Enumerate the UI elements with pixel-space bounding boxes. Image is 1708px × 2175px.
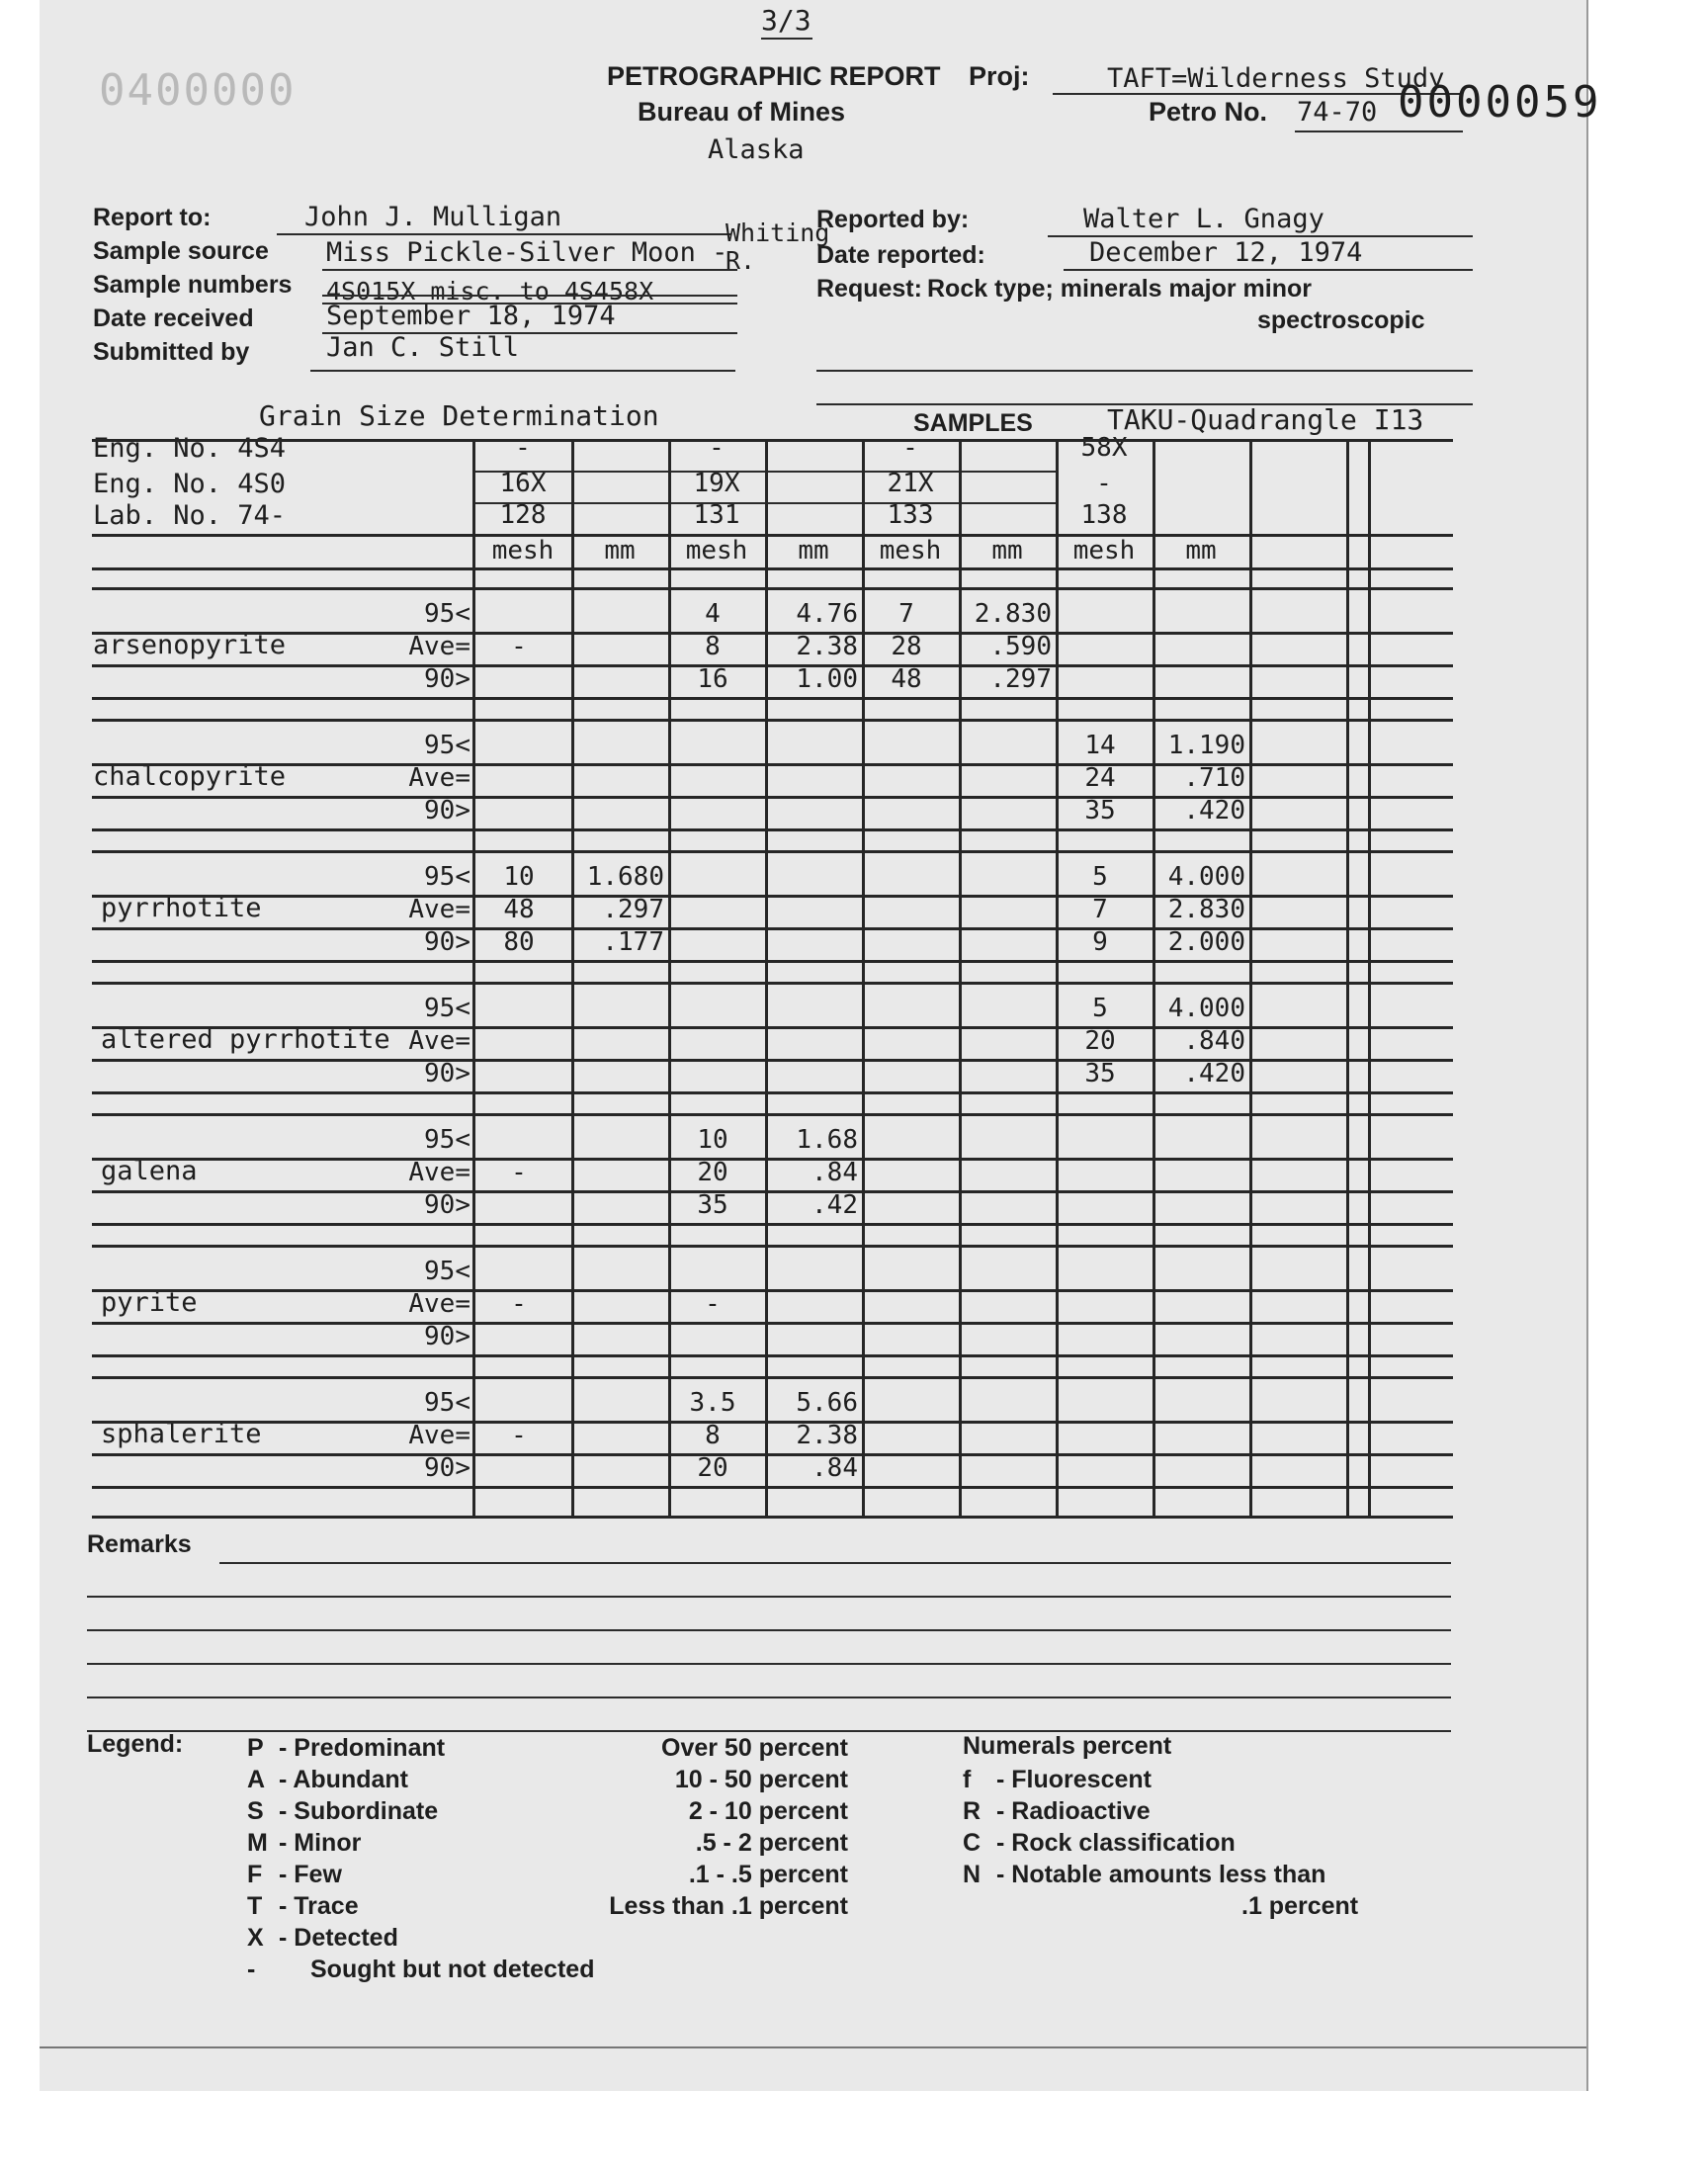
mesh-value-cell: 28	[891, 632, 922, 661]
sub-row-label: 95<	[424, 1125, 470, 1155]
legend-name: - Subordinate	[279, 1797, 439, 1825]
mesh-value-cell: 8	[705, 1421, 721, 1450]
sub-row-label: Ave=	[408, 1421, 470, 1450]
sub-row-label: 90>	[424, 927, 470, 957]
page-number: 3/3	[761, 4, 811, 37]
request-value: Rock type; minerals major minor	[927, 275, 1313, 303]
mm-value-cell: .177	[602, 927, 664, 957]
mesh-value-cell: 35	[1084, 796, 1116, 826]
unit-mesh-label: mesh	[1072, 536, 1136, 566]
mesh-value-cell: 8	[705, 632, 721, 661]
sample-header-cell: 138	[1080, 500, 1128, 530]
mm-value-cell: 4.000	[1167, 994, 1245, 1023]
mesh-value-cell: -	[511, 1421, 527, 1450]
mm-value-cell: .840	[1183, 1026, 1245, 1056]
sub-row-label: 90>	[424, 1453, 470, 1483]
legend-name: - Trace	[279, 1892, 359, 1920]
legend-code: A	[247, 1766, 266, 1793]
legend-right-code: N	[963, 1861, 982, 1888]
sample-source-label: Sample source	[93, 237, 269, 265]
mm-value-cell: 2.38	[796, 632, 858, 661]
mesh-value-cell: 5	[1092, 862, 1108, 892]
page-number-underline	[761, 38, 812, 40]
unit-mm-label: mm	[798, 536, 829, 566]
remarks-line-1	[219, 1562, 1451, 1564]
mm-value-cell: .420	[1183, 1059, 1245, 1088]
mm-value-cell: 4.76	[796, 599, 858, 629]
sub-row-label: 95<	[424, 731, 470, 760]
sub-row-label: 95<	[424, 1388, 470, 1418]
table-col-rule	[1346, 439, 1349, 1516]
date-reported-value: December 12, 1974	[1089, 237, 1363, 268]
sub-row-label: 90>	[424, 1190, 470, 1220]
remarks-line-2	[87, 1596, 1451, 1598]
mineral-name: sphalerite	[101, 1419, 262, 1449]
mesh-value-cell: 48	[891, 664, 922, 694]
mm-value-cell: 4.000	[1167, 862, 1245, 892]
mineral-name: galena	[101, 1156, 198, 1186]
unit-mm-label: mm	[604, 536, 636, 566]
sample-header-cell: -	[515, 433, 531, 463]
remarks-line-4	[87, 1663, 1451, 1665]
legend-right-name: - Radioactive	[996, 1797, 1151, 1825]
mineral-name: arsenopyrite	[93, 630, 287, 660]
mm-value-cell: 5.66	[796, 1388, 858, 1418]
proj-label: Proj:	[969, 61, 1030, 91]
legend-name: Sought but not detected	[310, 1956, 595, 1983]
document-number-stamp: 0000059	[1398, 77, 1602, 128]
sample-header-cell: 19X	[693, 469, 740, 498]
legend-name: - Predominant	[279, 1734, 446, 1762]
sub-row-label: Ave=	[408, 1026, 470, 1056]
date-reported-label: Date reported:	[816, 241, 985, 269]
legend-name: - Detected	[279, 1924, 398, 1952]
date-reported-underline	[1064, 269, 1473, 271]
request-value-line2: spectroscopic	[1257, 306, 1425, 334]
proj-value: TAFT=Wilderness Study	[1107, 63, 1445, 94]
legend-code: T	[247, 1892, 263, 1920]
date-received-label: Date received	[93, 304, 254, 332]
legend-code: M	[247, 1829, 268, 1857]
report-to-label: Report to:	[93, 204, 212, 231]
mesh-value-cell: 35	[1084, 1059, 1116, 1088]
submitted-by-label: Submitted by	[93, 338, 250, 366]
unit-mm-label: mm	[991, 536, 1023, 566]
legend-range: .1 - .5 percent	[688, 1861, 848, 1888]
mesh-value-cell: 48	[503, 895, 535, 924]
samples-label: SAMPLES	[913, 409, 1033, 437]
sample-source-note: Whiting R.	[726, 218, 830, 275]
request-underline	[816, 370, 1473, 372]
mesh-value-cell: 20	[697, 1453, 728, 1483]
mesh-value-cell: 20	[1084, 1026, 1116, 1056]
sample-header-cell: 58X	[1080, 433, 1128, 463]
mm-value-cell: 1.00	[796, 664, 858, 694]
sub-row-label: 95<	[424, 862, 470, 892]
sub-row-label: 90>	[424, 1322, 470, 1351]
unit-mesh-label: mesh	[879, 536, 942, 566]
report-to-value: John J. Mulligan	[304, 202, 562, 232]
sub-row-label: Ave=	[408, 763, 470, 793]
legend-right-code: f	[963, 1766, 972, 1793]
sub-row-label: 95<	[424, 994, 470, 1023]
legend-right-title: Numerals percent	[963, 1732, 1172, 1760]
table-col-rule	[1056, 439, 1059, 1516]
sub-row-label: 95<	[424, 599, 470, 629]
mm-value-cell: .84	[811, 1453, 858, 1483]
legend-range: Over 50 percent	[661, 1734, 848, 1762]
legend-label: Legend:	[87, 1730, 184, 1758]
mm-value-cell: .710	[1183, 763, 1245, 793]
sub-row-label: Ave=	[408, 1158, 470, 1187]
mineral-name: pyrrhotite	[101, 893, 262, 923]
mesh-value-cell: 5	[1092, 994, 1108, 1023]
mm-value-cell: .42	[811, 1190, 858, 1220]
table-bottom-rule	[92, 1516, 1453, 1519]
sample-numbers-label: Sample numbers	[93, 271, 293, 299]
mm-value-cell: 2.830	[1167, 895, 1245, 924]
sample-header-cell: 16X	[499, 469, 547, 498]
state-name: Alaska	[708, 134, 805, 165]
sample-header-cell: 133	[887, 500, 934, 530]
legend-range: 10 - 50 percent	[674, 1766, 848, 1793]
mesh-value-cell: 16	[697, 664, 728, 694]
legend-right-name: - Notable amounts less than	[996, 1861, 1326, 1888]
sub-row-label: Ave=	[408, 632, 470, 661]
legend-right-last: .1 percent	[1241, 1892, 1359, 1920]
mesh-value-cell: 35	[697, 1190, 728, 1220]
mineral-name: altered pyrrhotite	[101, 1024, 390, 1055]
table-col-rule	[1153, 439, 1155, 1516]
report-to-underline	[277, 233, 731, 235]
sample-header-cell: -	[1096, 469, 1112, 498]
reported-by-value: Walter L. Gnagy	[1083, 204, 1324, 234]
petro-value: 74-70	[1297, 97, 1378, 128]
legend-code: P	[247, 1734, 264, 1762]
mineral-name: chalcopyrite	[93, 761, 287, 792]
mm-value-cell: .420	[1183, 796, 1245, 826]
sub-row-label: 90>	[424, 1059, 470, 1088]
legend-name: - Few	[279, 1861, 342, 1888]
sub-row-label: 95<	[424, 1257, 470, 1286]
mm-value-cell: 1.680	[586, 862, 664, 892]
mesh-value-cell: 7	[1092, 895, 1108, 924]
mesh-value-cell: 3.5	[689, 1388, 736, 1418]
legend-name: - Minor	[279, 1829, 362, 1857]
mm-value-cell: .297	[989, 664, 1052, 694]
report-title: PETROGRAPHIC REPORT	[607, 61, 941, 91]
unit-mm-label: mm	[1185, 536, 1217, 566]
remarks-label: Remarks	[87, 1530, 192, 1558]
legend-name: - Abundant	[279, 1766, 408, 1793]
mm-value-cell: 2.000	[1167, 927, 1245, 957]
sample-source-underline	[322, 269, 737, 271]
mm-value-cell: .84	[811, 1158, 858, 1187]
mm-value-cell: 2.38	[796, 1421, 858, 1450]
unit-mesh-label: mesh	[685, 536, 748, 566]
sample-numbers-value: 4S015X misc. to 4S458X	[326, 277, 654, 305]
legend-right-code: R	[963, 1797, 982, 1825]
legend-code: -	[247, 1956, 256, 1983]
mesh-value-cell: -	[511, 1289, 527, 1319]
legend-code: F	[247, 1861, 263, 1888]
table-row-header: Eng. No. 4S4	[93, 433, 287, 464]
petro-underline	[1295, 130, 1463, 132]
mesh-value-cell: 20	[697, 1158, 728, 1187]
mesh-value-cell: 14	[1084, 731, 1116, 760]
legend-code: X	[247, 1924, 264, 1952]
submitted-by-value: Jan C. Still	[326, 332, 520, 363]
mesh-value-cell: 10	[697, 1125, 728, 1155]
table-col-rule	[668, 439, 671, 1516]
mesh-value-cell: 10	[503, 862, 535, 892]
legend-right-code: C	[963, 1829, 982, 1857]
submitted-by-underline	[310, 370, 735, 372]
mesh-value-cell: -	[511, 632, 527, 661]
sample-numbers-strikethrough	[322, 295, 737, 297]
sample-header-cell: -	[902, 433, 918, 463]
sample-header-cell: -	[709, 433, 725, 463]
legend-code: S	[247, 1797, 264, 1825]
mm-value-cell: 2.830	[974, 599, 1052, 629]
quadrangle-label: TAKU-Quadrangle I13	[1107, 403, 1424, 436]
legend-right-name: - Fluorescent	[996, 1766, 1152, 1793]
table-col-rule	[862, 439, 865, 1516]
legend-right-name: - Rock classification	[996, 1829, 1236, 1857]
legend-range: .5 - 2 percent	[695, 1829, 848, 1857]
table-col-rule	[1249, 439, 1252, 1516]
table-row-header: Eng. No. 4S0	[93, 469, 287, 499]
mesh-value-cell: 24	[1084, 763, 1116, 793]
page-bottom-rule	[40, 2046, 1586, 2048]
table-col-rule	[765, 439, 768, 1516]
sample-header-cell: 128	[499, 500, 547, 530]
petro-label: Petro No.	[1149, 97, 1268, 127]
mesh-value-cell: 9	[1092, 927, 1108, 957]
table-col-rule	[571, 439, 574, 1516]
sub-row-label: 90>	[424, 664, 470, 694]
table-col-rule	[959, 439, 962, 1516]
remarks-line-6	[87, 1730, 1451, 1732]
remarks-line-3	[87, 1629, 1451, 1631]
table-col-rule	[472, 439, 475, 1516]
sub-row-label: 90>	[424, 796, 470, 826]
mineral-name: pyrite	[101, 1287, 198, 1318]
sub-row-label: Ave=	[408, 895, 470, 924]
sample-header-cell: 21X	[887, 469, 934, 498]
request-label: Request:	[816, 275, 922, 303]
mesh-value-cell: 4	[705, 599, 721, 629]
table-title: Grain Size Determination	[259, 399, 659, 432]
mesh-value-cell: -	[511, 1158, 527, 1187]
sample-header-cell: 131	[693, 500, 740, 530]
mesh-value-cell: 80	[503, 927, 535, 957]
date-received-value: September 18, 1974	[326, 301, 616, 331]
faded-stamp-number: 0400000	[99, 65, 297, 116]
mm-value-cell: 1.190	[1167, 731, 1245, 760]
mm-value-cell: .297	[602, 895, 664, 924]
legend-range: Less than .1 percent	[609, 1892, 848, 1920]
mm-value-cell: .590	[989, 632, 1052, 661]
sample-source-value: Miss Pickle-Silver Moon -	[326, 237, 728, 268]
sub-row-label: Ave=	[408, 1289, 470, 1319]
mesh-value-cell: -	[705, 1289, 721, 1319]
mesh-value-cell: 7	[898, 599, 914, 629]
table-col-rule	[1368, 439, 1371, 1516]
legend-range: 2 - 10 percent	[688, 1797, 848, 1825]
remarks-line-5	[87, 1696, 1451, 1698]
unit-mesh-label: mesh	[491, 536, 555, 566]
reported-by-label: Reported by:	[816, 206, 970, 233]
table-row-header: Lab. No. 74-	[93, 500, 287, 531]
mm-value-cell: 1.68	[796, 1125, 858, 1155]
bureau-name: Bureau of Mines	[638, 97, 846, 127]
